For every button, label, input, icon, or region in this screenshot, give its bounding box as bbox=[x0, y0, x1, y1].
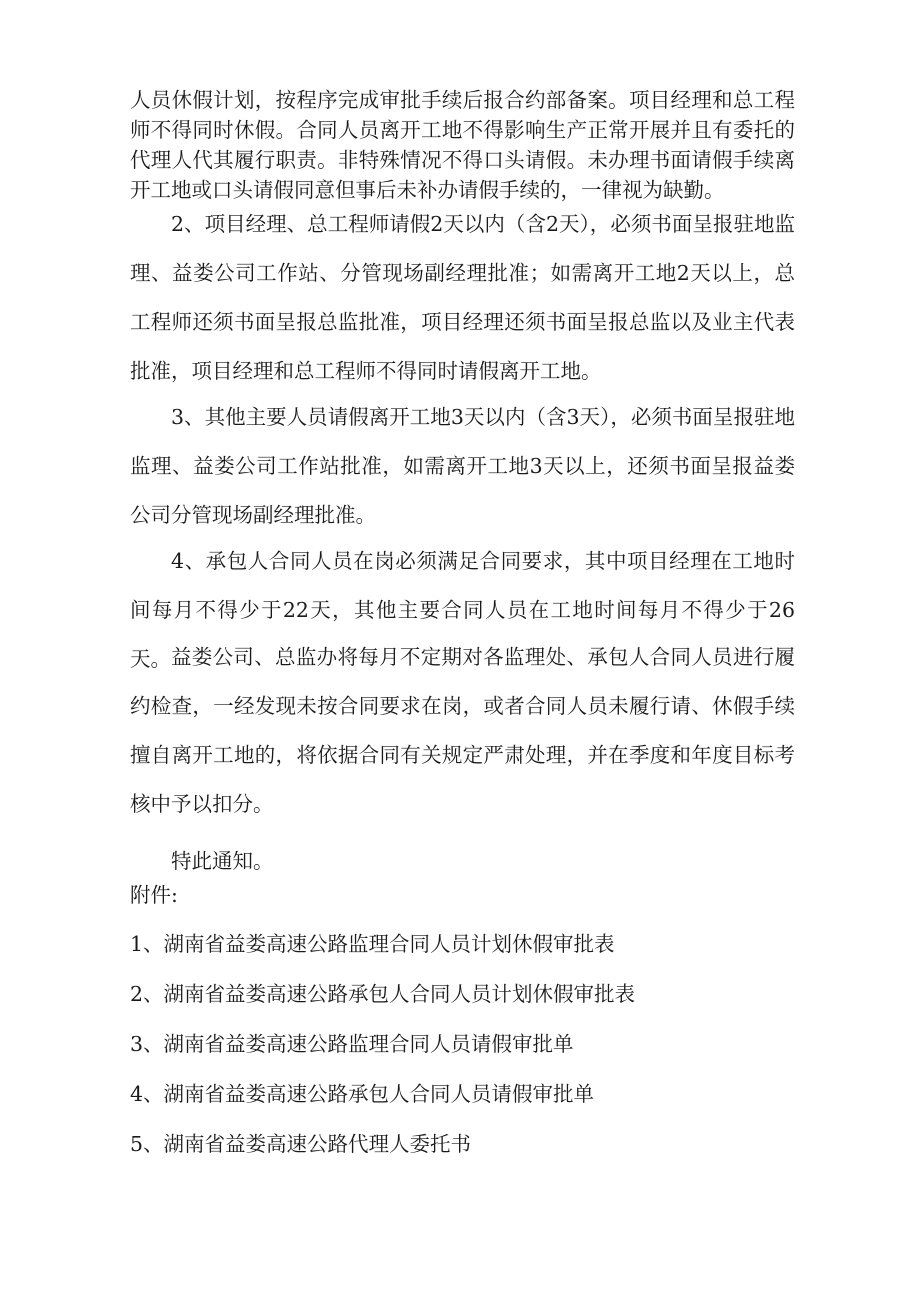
attachment-item: 3、湖南省益娄高速公路监理合同人员请假审批单 bbox=[130, 1032, 574, 1056]
paragraph-inspection: 益娄公司、总监办将每月不定期对各监理处、承包人合同人员进行履约检查，一经发现未按合同要求在岗，或者合同人员未履行请、休假手续擅自离开工地的，将依据合同有关规定严肃处理，并在季度和年度目标考核中予以扣分。 bbox=[130, 645, 795, 816]
attachment-item: 4、湖南省益娄高速公路承包人合同人员请假审批单 bbox=[130, 1082, 595, 1106]
paragraph-leave-plan: 人员休假计划，按程序完成审批手续后报合约部备案。项目经理和总工程师不得同时休假。合同人员离开工地不得影响生产正常开展并且有委托的代理人代其履行职责。非特殊情况不得口头请假。未办理书面请假手续离开工地或口头请假同意但事后未补办请假手续的，一律视为缺勤。 bbox=[130, 88, 795, 202]
attachment-item: 2、湖南省益娄高速公路承包人合同人员计划休假审批表 bbox=[130, 982, 636, 1006]
attachments-list bbox=[130, 929, 635, 1179]
attachments-label: 附件: bbox=[130, 883, 178, 907]
paragraph-rule-3: 3、其他主要人员请假离开工地3天以内（含3天），必须书面呈报驻地监理、益娄公司工作站批准，如需离开工地3天以上，还须书面呈报益娄公司分管现场副经理批准。 bbox=[130, 405, 795, 527]
paragraph-rule-4: 4、承包人合同人员在岗必须满足合同要求，其中项目经理在工地时间每月不得少于22天，其他主要合同人员在工地时间每月不得少于26天。 bbox=[130, 549, 795, 671]
attachment-item: 1、湖南省益娄高速公路监理合同人员计划休假审批表 bbox=[130, 932, 615, 956]
paragraph-rule-2: 2、项目经理、总工程师请假2天以内（含2天），必须书面呈报驻地监理、益娄公司工作站、分管现场副经理批准；如需离开工地2天以上，总工程师还须书面呈报总监批准，项目经理还须书面呈报总监以及业主代表批准，项目经理和总工程师不得同时请假离开工地。 bbox=[130, 212, 795, 383]
paragraph-notice-closing: 特此通知。 bbox=[171, 849, 274, 873]
attachment-item: 5、湖南省益娄高速公路代理人委托书 bbox=[130, 1132, 472, 1156]
